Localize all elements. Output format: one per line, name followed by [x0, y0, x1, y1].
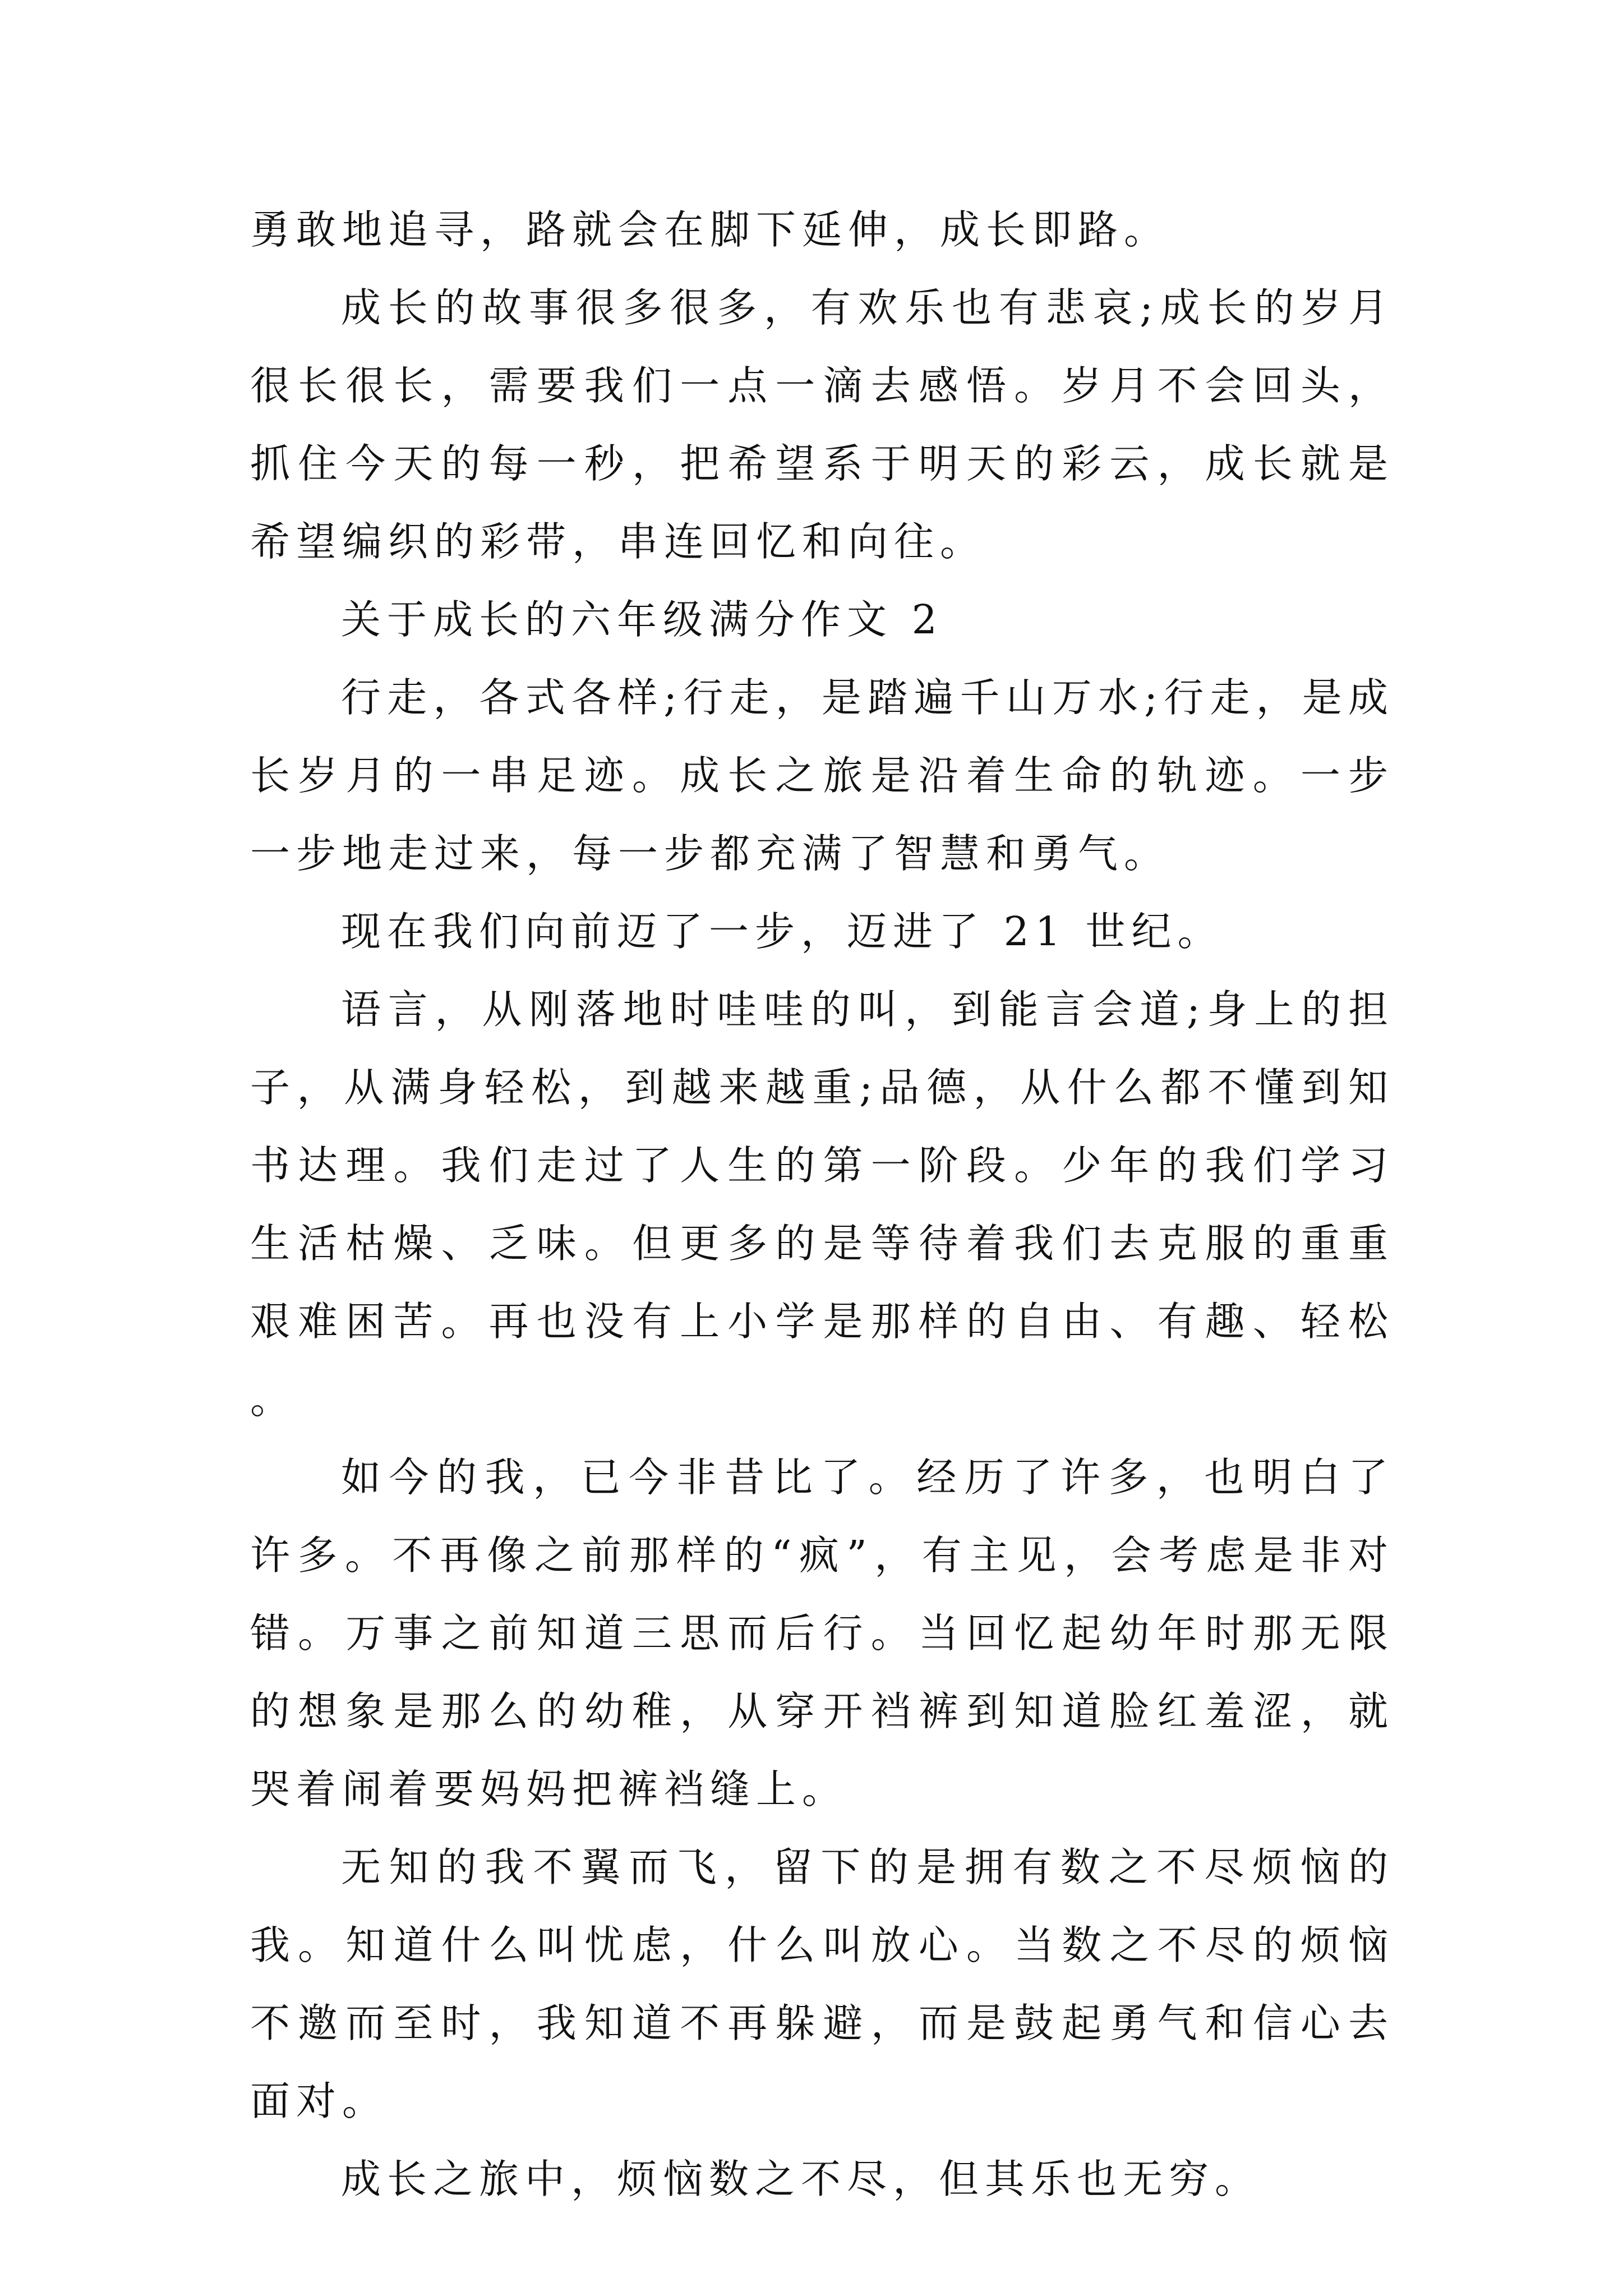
essay-title: 关于成长的六年级满分作文 2: [341, 596, 943, 643]
paragraph-language: 语言，从刚落地时哇哇的叫，到能言会道;身上的担子，从满身轻松，到越来越重;品德，从什么都不懂到知书达理。我们走过了人生的第一阶段。少年的我们学习生活枯燥、乏味。但更多的是等待着我们去克服的重重艰难困苦。再也没有上小学是那样的自由、有趣、轻松。: [250, 986, 1394, 1423]
paragraph-ignorance: 无知的我不翼而飞，留下的是拥有数之不尽烦恼的我。知道什么叫忧虑，什么叫放心。当数之不尽的烦恼不邀而至时，我知道不再躲避，而是鼓起勇气和信心去面对。: [250, 1844, 1394, 2124]
paragraph-journey: 成长之旅中，烦恼数之不尽，但其乐也无穷。: [341, 2156, 1261, 2202]
document-body: [250, 191, 1394, 2218]
paragraph-growth-story: 成长的故事很多很多，有欢乐也有悲哀;成长的岁月很长很长，需要我们一点一滴去感悟。岁月不会回头，抓住今天的每一秒，把希望系于明天的彩云，成长就是希望编织的彩带，串连回忆和向往。: [250, 284, 1394, 565]
paragraph-walking: 行走，各式各样;行走，是踏遍千山万水;行走，是成长岁月的一串足迹。成长之旅是沿着生命的轨迹。一步一步地走过来，每一步都充满了智慧和勇气。: [250, 674, 1394, 877]
paragraph-intro: 勇敢地追寻，路就会在脚下延伸，成长即路。: [250, 206, 1170, 253]
paragraph-today: 如今的我，已今非昔比了。经历了许多，也明白了许多。不再像之前那样的“疯”，有主见，会考虑是非对错。万事之前知道三思而后行。当回忆起幼年时那无限的想象是那么的幼稚，从穿开裆裤到知道脸红羞涩，就哭着闹着要妈妈把裤裆缝上。: [250, 1454, 1394, 1812]
paragraph-21st-century: 现在我们向前迈了一步，迈进了 21 世纪。: [341, 908, 1224, 955]
